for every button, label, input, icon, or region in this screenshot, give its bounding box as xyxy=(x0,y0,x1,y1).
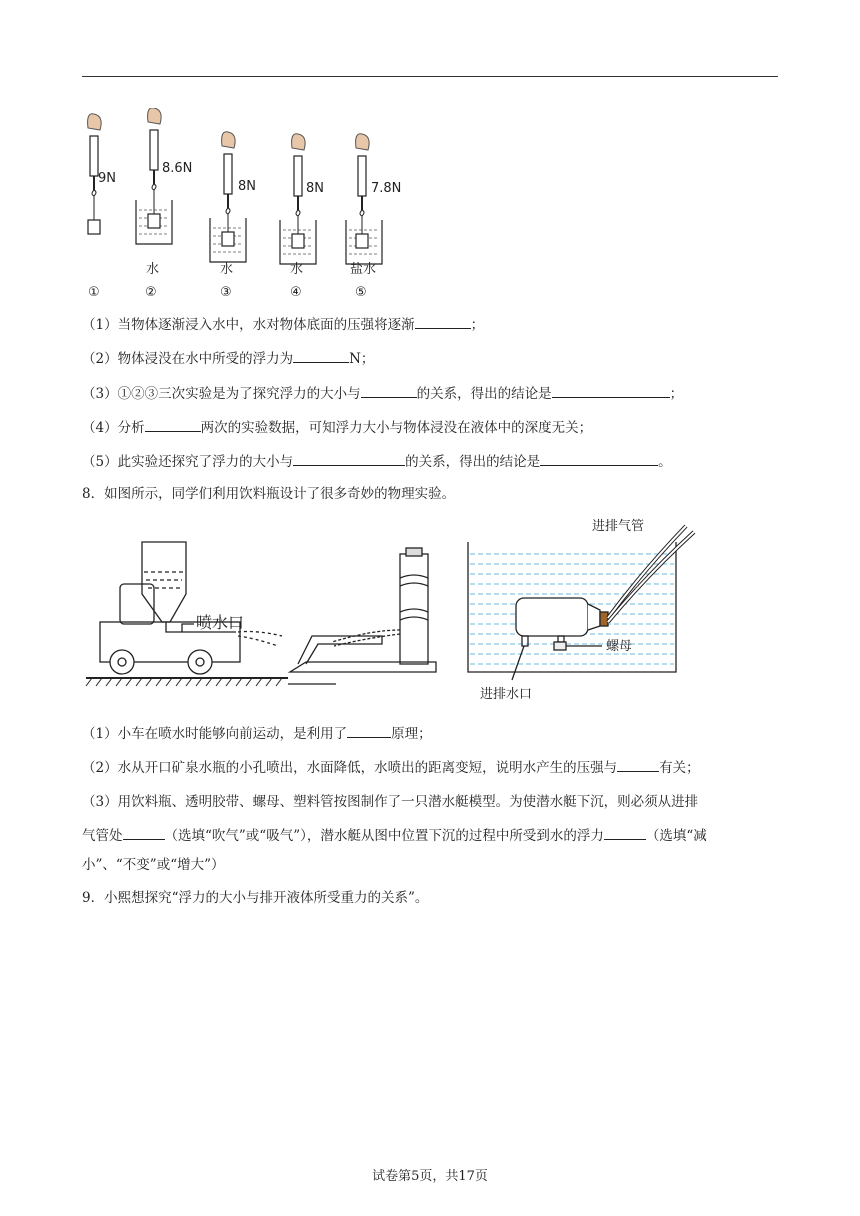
answer-blank[interactable] xyxy=(293,451,405,466)
scale-hook-icon xyxy=(226,208,230,214)
number-4: ④ xyxy=(290,285,302,300)
bottle-tray-drawing xyxy=(288,548,436,684)
spring-scale-icon xyxy=(358,156,366,196)
scale-hook-icon xyxy=(296,210,300,216)
spring-scale-icon xyxy=(224,154,232,194)
q7-part2: （2）物体浸没在水中所受的浮力为 N； xyxy=(82,348,374,369)
answer-blank[interactable] xyxy=(347,723,391,738)
answer-blank[interactable] xyxy=(293,348,349,363)
block-icon xyxy=(148,214,160,228)
q8-part2: （2）水从开口矿泉水瓶的小孔喷出，水面降低，水喷出的距离变短，说明水产生的压强与 有关； xyxy=(82,757,700,778)
q7-part1: （1）当物体逐渐浸入水中，水对物体底面的压强将逐渐 ； xyxy=(82,314,484,335)
scale-hook-icon xyxy=(152,184,156,190)
hand-icon xyxy=(88,114,102,130)
submarine-tank-drawing xyxy=(468,526,694,680)
liquid-4: 水 xyxy=(290,262,304,277)
number-1: ① xyxy=(88,285,100,300)
spring-scale-icon xyxy=(90,136,98,176)
number-5: ⑤ xyxy=(355,285,367,300)
q8-part3-line2: 气管处 （选填“吹气”或“吸气”），潜水艇从图中位置下沉的过程中所受到水的浮力 （选填“减 xyxy=(82,825,707,846)
bottle-experiments-figure xyxy=(82,512,722,708)
number-3: ③ xyxy=(220,285,232,300)
reading-3: 8N xyxy=(238,179,256,194)
number-2: ② xyxy=(145,285,157,300)
hand-icon xyxy=(356,134,370,150)
block-icon xyxy=(88,220,100,234)
air-tube-label: 进排气管 xyxy=(592,519,645,534)
nut-label: 螺母 xyxy=(606,639,633,654)
spring-scale-icon xyxy=(150,130,158,170)
liquid-2: 水 xyxy=(146,262,160,277)
nozzle-label: 喷水口 xyxy=(196,613,245,632)
q9-title: 9．小熙想探究“浮力的大小与排开液体所受重力的关系”。 xyxy=(82,890,429,906)
liquid-3: 水 xyxy=(220,262,234,277)
answer-blank[interactable] xyxy=(361,383,417,398)
water-port-label: 进排水口 xyxy=(480,687,533,702)
scale-hook-icon xyxy=(92,190,96,196)
hand-icon xyxy=(222,132,236,148)
block-icon xyxy=(222,232,234,246)
header-rule xyxy=(82,76,778,77)
block-icon xyxy=(356,234,368,248)
reading-4: 8N xyxy=(306,181,324,196)
water-car-drawing xyxy=(86,542,288,678)
block-icon xyxy=(292,234,304,248)
answer-blank[interactable] xyxy=(145,417,201,432)
q7-part5: （5）此实验还探究了浮力的大小与 的关系，得出的结论是 。 xyxy=(82,451,672,472)
spring-scale-icon xyxy=(294,156,302,196)
spring-scale-figure xyxy=(78,108,418,300)
q8-part3-line1: （3）用饮料瓶、透明胶带、螺母、塑料管按图制作了一只潜水艇模型。为使潜水艇下沉，则必须从进排 xyxy=(82,794,699,810)
q8-part1: （1）小车在喷水时能够向前运动，是利用了 原理； xyxy=(82,723,432,744)
hand-icon xyxy=(292,134,306,150)
hand-icon xyxy=(148,108,162,124)
answer-blank[interactable] xyxy=(617,757,659,772)
reading-1: 9N xyxy=(98,171,116,186)
answer-blank[interactable] xyxy=(415,314,471,329)
reading-2: 8.6N xyxy=(162,161,193,176)
q8-title: 8．如图所示，同学们利用饮料瓶设计了很多奇妙的物理实验。 xyxy=(82,486,456,502)
answer-blank[interactable] xyxy=(540,451,658,466)
answer-blank[interactable] xyxy=(552,383,670,398)
page-footer: 试卷第5页，共17页 xyxy=(372,1169,488,1184)
liquid-5: 盐水 xyxy=(350,262,377,277)
scale-hook-icon xyxy=(360,210,364,216)
reading-5: 7.8N xyxy=(371,181,402,196)
q7-part3: （3）①②③三次实验是为了探究浮力的大小与 的关系，得出的结论是 ； xyxy=(82,383,683,404)
answer-blank[interactable] xyxy=(123,825,165,840)
q7-part4: （4）分析 两次的实验数据，可知浮力大小与物体浸没在液体中的深度无关； xyxy=(82,417,592,438)
q8-part3-line3: 小”、“不变”或“增大”） xyxy=(82,857,225,873)
answer-blank[interactable] xyxy=(604,825,646,840)
